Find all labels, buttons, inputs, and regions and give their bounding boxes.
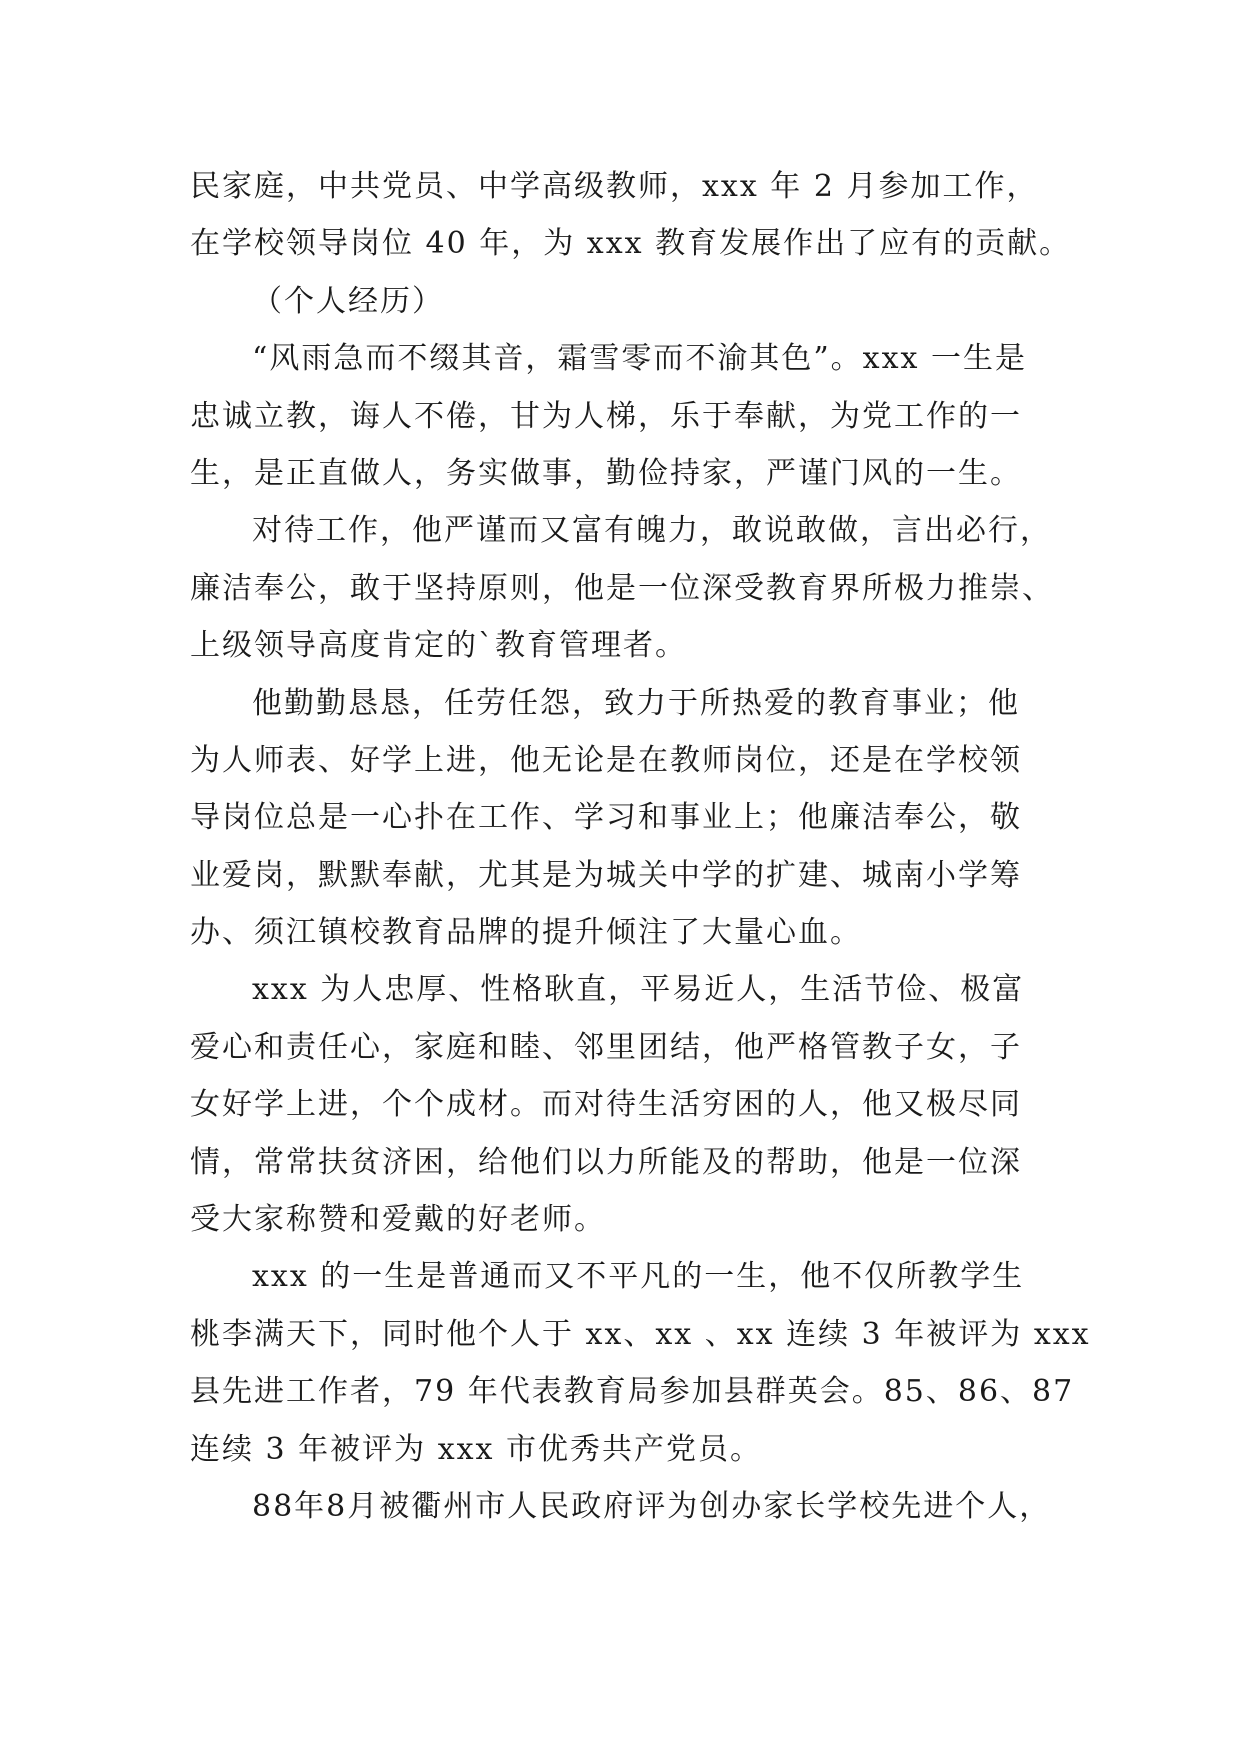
text-line: 民家庭，中共党员、中学高级教师，xxx 年 2 月参加工作，: [190, 169, 1039, 204]
document-body: [190, 158, 1091, 1535]
text-line: 为人师表、好学上进，他无论是在教师岗位，还是在学校领: [190, 742, 1022, 778]
text-line: “风雨急而不缀其音，霜雪零而不渝其色”。xxx 一生是: [252, 341, 1027, 377]
text-line: 对待工作，他严谨而又富有魄力，敢说敢做，言出必行，: [252, 513, 1052, 549]
text-line: 88年8月被衢州市人民政府评为创办家长学校先进个人，: [252, 1488, 1052, 1524]
text-line: 情，常常扶贫济困，给他们以力所能及的帮助，他是一位深: [190, 1144, 1022, 1180]
text-line: （个人经历）: [252, 283, 444, 319]
text-line: 他勤勤恳恳，任劳任怨，致力于所热爱的教育事业；他: [252, 685, 1020, 721]
text-line: 办、须江镇校教育品牌的提升倾注了大量心血。: [190, 915, 862, 951]
text-line: 导岗位总是一心扑在工作、学习和事业上；他廉洁奉公，敬: [190, 800, 1022, 836]
text-line: 桃李满天下，同时他个人于 xx、xx 、xx 连续 3 年被评为 xxx: [190, 1316, 1091, 1352]
text-line: 爱心和责任心，家庭和睦、邻里团结，他严格管教子女，子: [190, 1029, 1022, 1065]
text-line: 忠诚立教，诲人不倦，甘为人梯，乐于奉献，为党工作的一: [190, 398, 1022, 434]
text-line: xxx 为人忠厚、性格耿直，平易近人，生活节俭、极富: [252, 972, 1025, 1008]
text-line: 生，是正直做人，务实做事，勤俭持家，严谨门风的一生。: [190, 455, 1022, 491]
text-line: 女好学上进，个个成材。而对待生活穷困的人，他又极尽同: [190, 1087, 1022, 1123]
text-line: 县先进工作者，79 年代表教育局参加县群英会。85、86、87: [190, 1374, 1075, 1410]
text-line: 廉洁奉公，敢于坚持原则，他是一位深受教育界所极力推崇、: [190, 570, 1054, 606]
text-line: 业爱岗，默默奉献，尤其是为城关中学的扩建、城南小学筹: [190, 857, 1022, 893]
text-line: 上级领导高度肯定的`教育管理者。: [190, 628, 687, 664]
text-line: 连续 3 年被评为 xxx 市优秀共产党员。: [190, 1431, 762, 1467]
text-line: xxx 的一生是普通而又不平凡的一生，他不仅所教学生: [252, 1259, 1025, 1295]
text-line: 受大家称赞和爱戴的好老师。: [190, 1202, 606, 1238]
text-line: 在学校领导岗位 40 年，为 xxx 教育发展作出了应有的贡献。: [190, 226, 1072, 262]
